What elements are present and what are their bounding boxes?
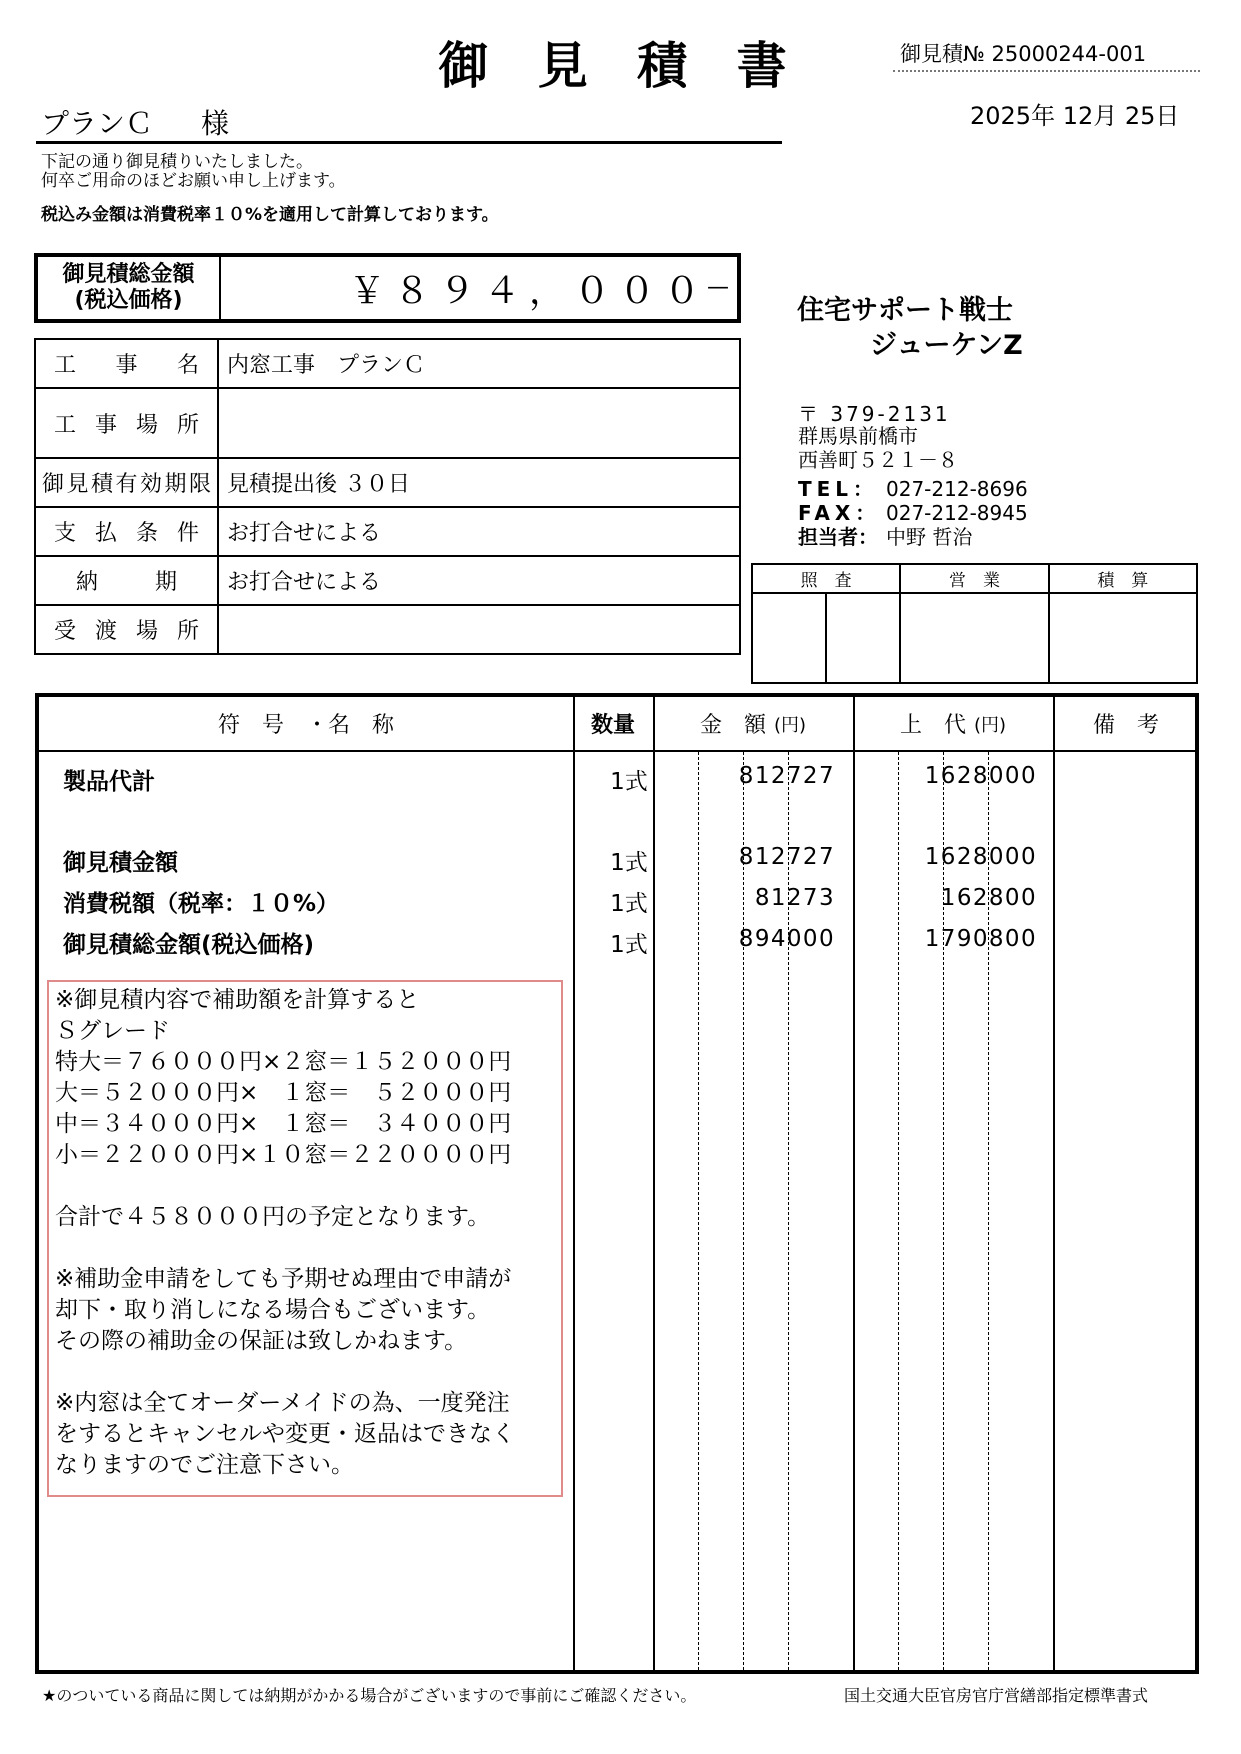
header-amount-unit: (円) [773,714,807,736]
total-label [38,257,221,319]
estimate-number-underline [893,70,1200,72]
row-list-price: 1790800 [924,926,1037,952]
table-row [39,838,1195,878]
footer-note: ★のついている商品に関しては納期がかかる場合がございますので事前にご確認ください。 [42,1686,697,1705]
table-row [39,879,1195,919]
info-row [35,556,740,605]
recipient [41,102,229,142]
row-name: 御見積総金額(税込価格) [63,932,315,958]
contact-person-label: 担当者： [798,525,878,549]
row-name: 消費税額（税率：１０%） [63,891,340,917]
info-row [35,339,740,388]
row-quantity: 1式 [610,850,648,876]
info-value [218,388,740,458]
stamp-cell [826,593,900,683]
recipient-underline [36,141,782,144]
row-amount: 812727 [738,763,835,789]
info-key: 受渡場所 [35,605,218,654]
stamp-cell [752,593,826,683]
document-title: 御 見 積 書 [438,37,803,95]
row-amount: 812727 [738,844,835,870]
header-amount [653,697,853,750]
header-list-price-unit: (円) [973,714,1007,736]
estimate-number: 御見積№ 25000244-001 [900,42,1147,66]
row-quantity: 1式 [610,891,648,917]
info-value: お打合せによる [218,507,740,556]
header-quantity: 数量 [590,713,635,738]
header-amount-label: 金 額 [699,713,766,738]
info-value: お打合せによる [218,556,740,605]
row-list-price: 162800 [940,885,1037,911]
total-label-line-2: (税込価格) [74,288,183,313]
recipient-honorific: 様 [201,107,230,140]
total-label-line-1: 御見積総金額 [62,261,195,287]
row-list-price: 1628000 [924,763,1037,789]
issue-date: 2025年 12月 25日 [970,102,1180,130]
table-row [39,757,1195,797]
info-row [35,507,740,556]
intro-line-1: 下記の通り御見積りいたしました。 [41,152,313,172]
total-amount: ￥８９４，０００ [348,270,709,312]
row-quantity: 1式 [610,769,648,795]
contact-person-value: 中野 哲治 [886,525,973,549]
row-quantity: 1式 [610,932,648,958]
stamp-cell [1049,593,1197,683]
subsidy-note: ※御見積内容で補助額を計算すると Ｓグレード 特大＝７６０００円×２窓＝１５２０００円 大＝５２０００円× １窓＝ ５２０００円 中＝３４０００円× １窓＝ ３４０００円 小＝２２０００円×１０窓＝２２００００円 合計で４５８０００円の予定となります。 ※補助金申請をしても予期せぬ理由で申請が 却下・取り消しになる場合もございます。 その際の補助金の保証は致しかねます。 ※内窓は全てオーダーメイドの為、一度発注 をするとキャンセルや変更・返品はできなく なりますのでご注意下さい。 [47,980,563,1497]
info-key: 納期 [35,556,218,605]
stamp-header-review: 照 査 [752,564,900,593]
info-key: 御見積有効期限 [35,458,218,507]
info-value [218,605,740,654]
approval-stamp-table [751,563,1198,684]
fax-label: FAX： [798,501,881,525]
total-amount-dash: — [707,275,729,300]
info-row [35,458,740,507]
info-value: 内窓工事 プランＣ [218,339,740,388]
company-address-2: 西善町５２１－８ [798,448,958,472]
header-list-price [853,697,1053,750]
project-info-table [34,338,741,655]
fax-value: 027-212-8945 [886,501,1028,525]
intro-line-2: 何卒ご用命のほどお願い申し上げます。 [41,171,346,191]
header-remarks: 備 考 [1092,713,1159,738]
company-contact-person [798,521,972,550]
row-list-price: 1628000 [924,844,1037,870]
info-key: 工事名 [35,339,218,388]
table-row [39,920,1195,960]
company-address-1: 群馬県前橋市 [798,424,918,448]
row-amount: 81273 [754,885,835,911]
tax-note: 税込み金額は消費税率１０%を適用して計算しております。 [41,205,499,225]
info-key: 支払条件 [35,507,218,556]
stamp-body-row [752,593,1197,683]
row-amount: 894000 [738,926,835,952]
row-name: 製品代計 [63,769,155,795]
stamp-cell [900,593,1048,683]
info-key: 工事場所 [35,388,218,458]
company-zip: 〒 379-2131 [798,402,951,426]
info-row [35,388,740,458]
header-list-price-label: 上 代 [899,713,966,738]
company-name-2: ジューケンZ [870,330,1023,361]
tel-label: TEL： [798,477,879,501]
info-row [35,605,740,654]
stamp-header-estimate: 積 算 [1049,564,1197,593]
info-value: 見積提出後 ３０日 [218,458,740,507]
tel-value: 027-212-8696 [886,477,1028,501]
stamp-header-sales: 営 業 [900,564,1048,593]
row-name: 御見積金額 [63,850,178,876]
stamp-header-row [752,564,1197,593]
recipient-name: プランＣ [41,107,154,140]
total-amount-box [34,253,741,323]
footer-standard: 国土交通大臣官房官庁営繕部指定標準書式 [844,1686,1149,1705]
company-name-1: 住宅サポート戦士 [797,295,1013,326]
header-name: 符 号 ・名 称 [217,713,394,738]
header-divider [39,750,1195,752]
